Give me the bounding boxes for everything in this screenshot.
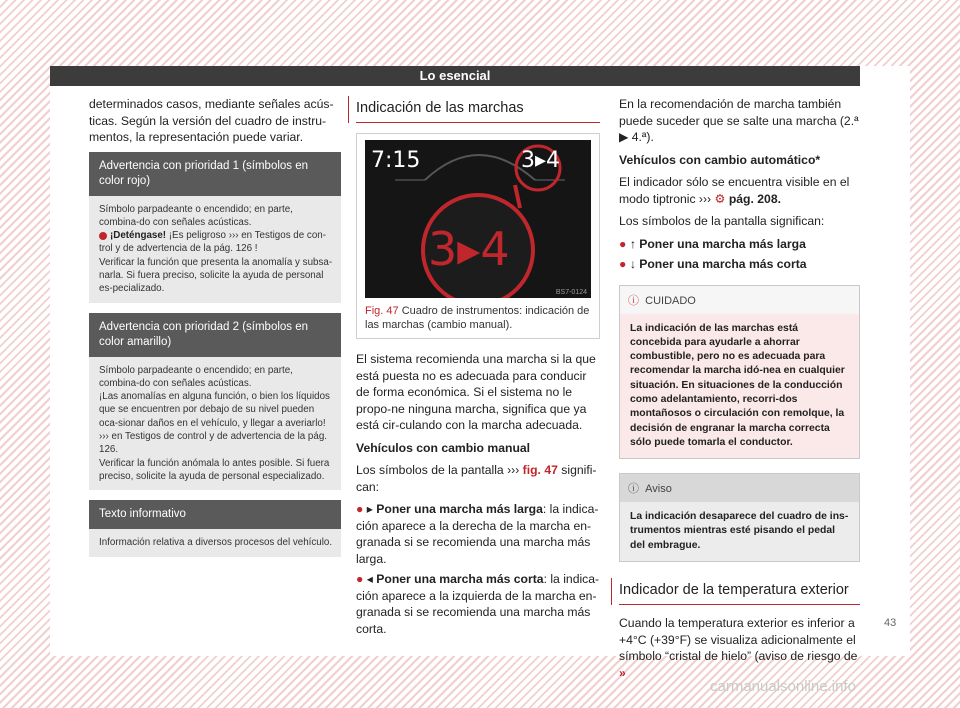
caution-box: [619, 285, 860, 460]
watermark: carmanualsonline.info: [710, 678, 856, 695]
priority2-title: Advertencia con prioridad 2 (símbolos en color amarillo): [89, 313, 341, 357]
priority1-title: Advertencia con prioridad 1 (símbolos en color rojo): [89, 152, 341, 196]
priority2-line3: Verificar la función anómala lo antes posible. Si fuera preciso, solicite la ayuda de personal especializado.: [99, 457, 330, 482]
auto-bullet-down: ● ↓ Poner una marcha más corta: [619, 257, 807, 271]
manual-heading: Vehículos con cambio manual: [356, 440, 531, 455]
figure-caption: [365, 304, 591, 332]
auto-bullet-up-text: ↑ Poner una marcha más larga: [629, 236, 806, 251]
info-text-body: Información relativa a diversos procesos del vehículo.: [89, 529, 341, 556]
info-text-title: Texto informativo: [89, 500, 341, 529]
figure-label: Fig. 47: [365, 305, 399, 317]
cluster-clock: 7:15: [371, 148, 421, 173]
bullet-downshift-bold: ◂ Poner una marcha más corta: [366, 572, 544, 586]
note-body: La indicación desaparece del cuadro de ins-trumentos mientras esté pisando el pedal del embrague.: [620, 502, 859, 561]
symbols-text-a: Los símbolos de la pantalla ›››: [356, 463, 523, 477]
priority2-line2: ¡Las anomalías en alguna función, o bien los líquidos que se encuentren por debajo de su nivel pueden oca-sionar daños en el vehículo, y llegar a averiarlo! ››› en Testigos de control y de advertencia de la pág. 126.: [99, 391, 330, 456]
caution-title: CUIDADO: [645, 294, 696, 307]
outside-temp-text-main: Cuando la temperatura exterior es inferior a +4°C (+39°F) se visualiza adicionalmente el símbolo “cristal de hielo” (aviso de riesgo de: [619, 616, 858, 664]
skip-gear-text: En la recomendación de marcha también puede suceder que se salte una marcha (2.ª ▶ 4.ª).: [619, 97, 859, 144]
page-number: 43: [884, 617, 897, 629]
section-header: Lo esencial: [50, 66, 860, 86]
symbols-text-b: signifi-can:: [356, 463, 597, 494]
fig47-link[interactable]: fig. 47: [522, 463, 558, 477]
bullet-upshift: ● ▸ Poner una marcha más larga: la indica-ción aparece a la derecha de la marcha en-granada si se recomienda una marcha más larga.: [356, 502, 599, 566]
bullet-downshift-text: : la indica-ción aparece a la izquierda de la marcha en-granada si se recomienda una marcha más corta.: [356, 572, 600, 636]
priority1-body: [89, 196, 341, 303]
priority1-stop: ¡Deténgase!: [110, 230, 167, 242]
auto-bullet-down-text: ↓ Poner una marcha más corta: [629, 257, 807, 271]
priority2-box: [89, 313, 341, 491]
outside-temp-title: Indicador de la temperatura exterior: [619, 578, 860, 605]
figure-code: BS7-0124: [555, 289, 587, 296]
cluster-gear-small: 3▸4: [521, 148, 561, 173]
note-box: [619, 473, 860, 562]
symbols-text: [356, 462, 600, 495]
column-left: [89, 96, 341, 567]
cluster-gear-big: 3▸4: [428, 222, 510, 276]
bullet-downshift: ● ◂ Poner una marcha más corta: la indica-ción aparece a la izquierda de la marcha en-granada si se recomienda una marcha más corta.: [356, 572, 600, 636]
figure-47: [356, 133, 600, 339]
priority1-line2: [99, 229, 333, 256]
tiptronic-text: [619, 174, 860, 207]
gear-indicator-title: Indicación de las marchas: [356, 96, 600, 123]
outside-temp-text: [619, 615, 860, 681]
caution-header: [620, 286, 859, 314]
caution-body: La indicación de las marchas está concebida para ayudarle a ahorrar combustible, pero no es adecuada para recomendar la marcha idó-nea en cualquier situación. En situaciones de la conducción como adelantamiento, recorri-dos montañosos o circulación con remolque, la decisión de engranar la marcha correcta sólo puede tomarla el conductor.: [620, 314, 859, 459]
note-header: [620, 474, 859, 502]
auto-bullet-up: ● ↑ Poner una marcha más larga: [619, 236, 806, 251]
note-title: Aviso: [645, 483, 672, 496]
gear-icon: ⚙: [714, 191, 726, 206]
priority1-warning: ¡Es peligroso ››› en Testigos de con-trol y de advertencia de la pág. 126 !: [99, 230, 326, 255]
priority2-body: [89, 357, 341, 491]
intro-text: determinados casos, mediante señales acús-ticas. Según la versión del cuadro de instru-mentos, la representación puede variar.: [89, 97, 334, 144]
stop-icon: [99, 232, 107, 240]
bullet-upshift-text: : la indica-ción aparece a la derecha de la marcha en-granada si se recomienda una marcha más larga.: [356, 502, 599, 566]
bullet-upshift-bold: ▸ Poner una marcha más larga: [366, 502, 543, 516]
priority1-line3: Verificar la función que presenta la anomalía y subsa-narla. Si fuera preciso, solicite la ayuda de personal es-pecializado.: [99, 256, 333, 295]
info-icon: ⓘ: [628, 483, 639, 496]
priority1-box: [89, 152, 341, 303]
page-208-link[interactable]: pág. 208.: [725, 191, 781, 206]
column-right: [619, 96, 860, 687]
info-text-box: [89, 500, 341, 556]
priority1-line1: Símbolo parpadeante o encendido; en parte, combina-do con señales acústicas.: [99, 203, 293, 228]
auto-heading: Vehículos con cambio automático*: [619, 152, 821, 167]
warning-circle-icon: ⓘ: [628, 294, 639, 307]
figure-caption-text: Cuadro de instrumentos: indicación de las marchas (cambio manual).: [365, 305, 590, 331]
tiptronic-text-a: El indicador sólo se encuentra visible en el modo tiptronic ›››: [619, 175, 850, 206]
screen-symbols-text: Los símbolos de la pantalla significan:: [619, 214, 825, 228]
instrument-cluster-image: [365, 140, 591, 298]
system-text: El sistema recomienda una marcha si la que está puesta no es adecuada para conducir de forma económica. Si el sistema no le propo-ne ninguna marcha, significa que ya está cir-culando con la marcha adecuada.: [356, 352, 596, 432]
column-middle: [356, 96, 600, 641]
continue-arrow: »: [619, 665, 626, 680]
priority2-line1: Símbolo parpadeante o encendido; en parte, combina-do con señales acústicas.: [99, 364, 293, 389]
